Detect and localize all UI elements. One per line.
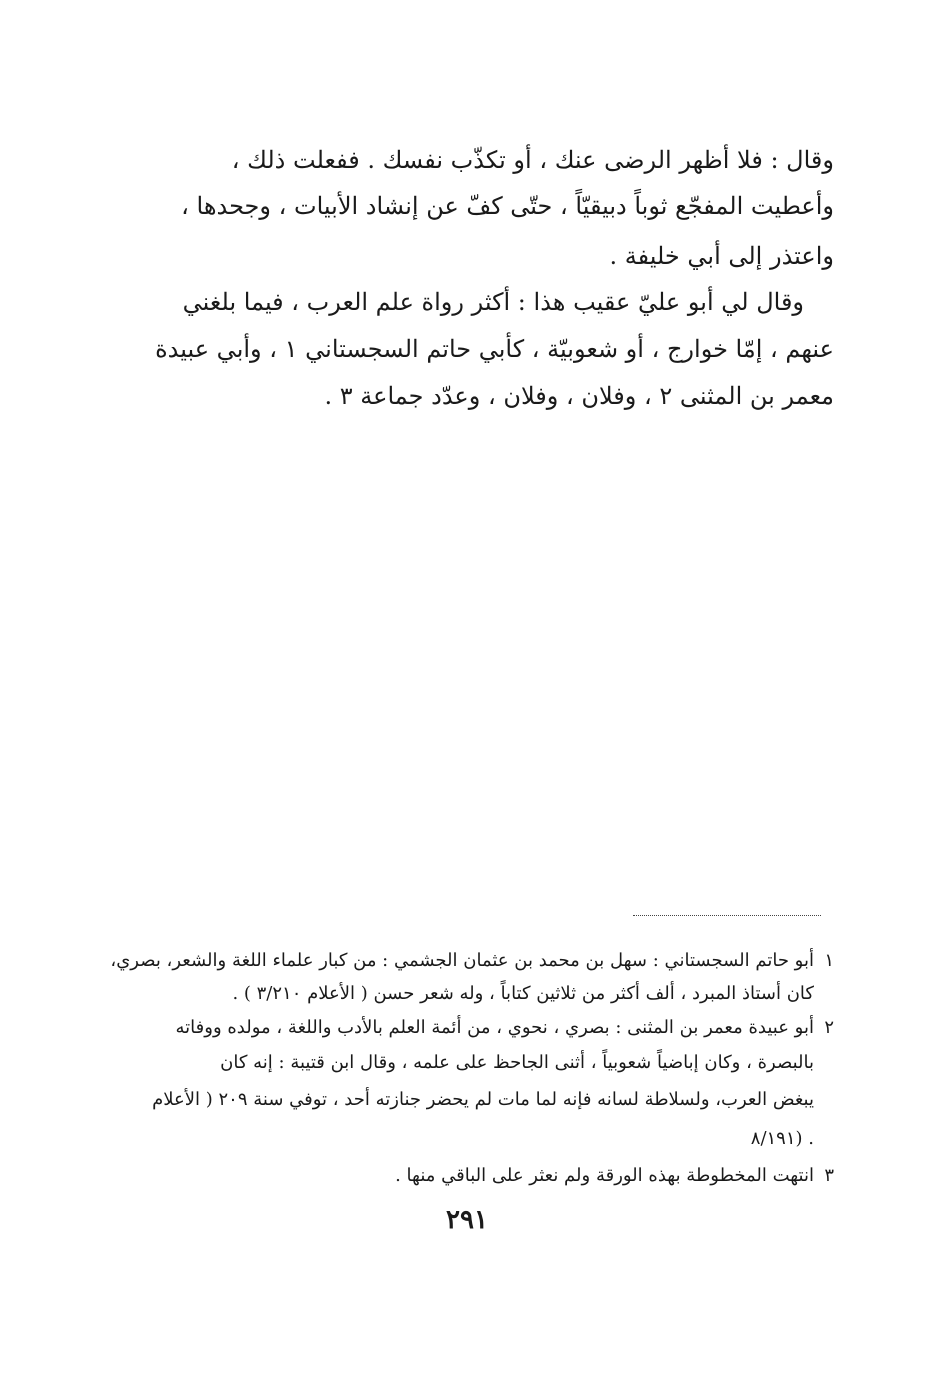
footnote-line: انتهت المخطوطة بهذه الورقة ولم نعثر على الباقي منها .: [395, 1165, 814, 1186]
footnote-number: ٢: [824, 1017, 834, 1038]
footnote-line: يبغض العرب، ولسلاطة لسانه فإنه لما مات لم يحضر جنازته أحد ، توفي سنة ٢٠٩ ( الأعلام: [152, 1089, 814, 1110]
page-number: ٢٩١: [446, 1205, 488, 1235]
footnote-divider: [633, 915, 821, 916]
main-text-line: معمر بن المثنى ٢ ، وفلان ، وفلان ، وعدّد جماعة ٣ .: [324, 382, 834, 410]
footnote-number: ٣: [824, 1165, 834, 1186]
footnote-number: ١: [824, 950, 834, 971]
footnote-line: كان أستاذ المبرد ، ألف أكثر من ثلاثين كتاباً ، وله شعر حسن ( الأعلام ٣/٢١٠ ) .: [232, 983, 814, 1004]
footnote-line: أبو عبيدة معمر بن المثنى : بصري ، نحوي ، من أئمة العلم بالأدب واللغة ، مولده ووفاته: [175, 1017, 814, 1038]
main-text-line: وأعطيت المفجّع ثوباً دبيقيّاً ، حتّى كفّ عن إنشاد الأبيات ، وجحدها ،: [181, 192, 834, 220]
footnote-line: أبو حاتم السجستاني : سهل بن محمد بن عثمان الجشمي : من كبار علماء اللغة والشعر، بصري،: [110, 950, 814, 971]
footnote-line: ٨/١٩١) .: [750, 1128, 814, 1149]
footnote-line: بالبصرة ، وكان إباضياً شعوبياً ، أثنى الجاحظ على علمه ، وقال ابن قتيبة : إنه كان: [220, 1052, 814, 1073]
main-text-line: واعتذر إلى أبي خليفة .: [609, 242, 834, 270]
main-text-line: وقال لي أبو عليّ عقيب هذا : أكثر رواة علم العرب ، فيما بلغني: [182, 288, 804, 316]
main-text-line: وقال : فلا أظهر الرضى عنك ، أو تكذّب نفسك . ففعلت ذلك ،: [231, 146, 834, 174]
main-text-line: عنهم ، إمّا خوارج ، أو شعوبيّة ، كأبي حاتم السجستاني ١ ، وأبي عبيدة: [155, 335, 834, 363]
